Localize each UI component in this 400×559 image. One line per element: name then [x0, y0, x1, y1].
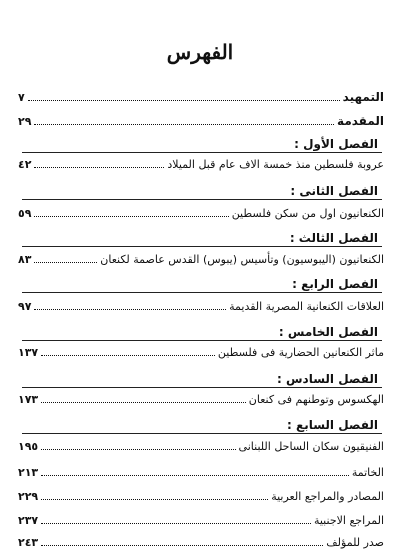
leader-dots	[41, 466, 349, 476]
toc-entry-introduction	[18, 90, 384, 105]
chapter-heading: الفصل الرابع :	[292, 277, 378, 291]
leader-dots	[41, 346, 215, 356]
toc-entry	[18, 393, 384, 407]
divider	[22, 433, 382, 434]
toc-entry-conclusion	[18, 466, 384, 480]
page-number: ١٣٧	[18, 346, 39, 359]
toc-entry	[18, 207, 384, 221]
toc-entry	[18, 440, 384, 454]
leader-dots	[41, 393, 246, 403]
leader-dots	[34, 253, 97, 263]
entry-label: عروبة فلسطين منذ خمسة الاف عام قبل الميلاد	[167, 158, 384, 171]
leader-dots	[28, 91, 340, 101]
leader-dots	[41, 440, 235, 450]
toc-entry	[18, 346, 384, 360]
chapter-heading: الفصل الخامس :	[278, 325, 378, 339]
divider	[22, 340, 382, 341]
divider	[22, 199, 382, 200]
toc-entry-arabic-sources	[18, 490, 384, 504]
divider	[22, 387, 382, 388]
entry-label: العلاقات الكنعانية المصرية القديمة	[229, 300, 384, 313]
page-number: ٢٢٩	[18, 490, 39, 503]
chapter-heading: الفصل السادس :	[277, 372, 378, 386]
entry-label: ماثر الكنعانين الحضارية فى فلسطين	[217, 346, 384, 359]
chapter-heading: الفصل السابع :	[287, 418, 378, 432]
entry-label: التمهيد	[342, 90, 384, 104]
chapter-heading: الفصل الأول :	[294, 137, 378, 151]
divider	[22, 292, 382, 293]
entry-label: الكنعانيون (اليبوسيون) وتأسيس (يبوس) القدس عاصمة لكنعان	[100, 253, 384, 266]
toc-entry	[18, 253, 384, 267]
entry-label: المراجع الاجنبية	[313, 514, 384, 527]
toc-title: الفهرس	[166, 40, 234, 64]
leader-dots	[34, 158, 164, 168]
entry-label: صدر للمؤلف	[326, 536, 384, 549]
page-number: ٢٣٧	[18, 514, 39, 527]
page-number: ٨٣	[18, 253, 32, 266]
leader-dots	[41, 536, 323, 546]
leader-dots	[34, 300, 226, 310]
leader-dots	[34, 115, 334, 125]
chapter-heading: الفصل الثالث :	[289, 231, 378, 245]
entry-label: الكنعانيون اول من سكن فلسطين	[231, 207, 384, 220]
divider	[22, 246, 382, 247]
page-number: ٤٢	[18, 158, 32, 171]
toc-entry-preface	[18, 114, 384, 129]
entry-label: الخاتمة	[351, 466, 384, 479]
entry-label: الفنيقيون سكان الساحل اللبنانى	[238, 440, 384, 453]
chapter-heading: الفصل الثانى :	[290, 184, 378, 198]
toc-entry	[18, 158, 384, 172]
leader-dots	[41, 490, 268, 500]
entry-label: المقدمة	[337, 114, 384, 128]
page-number: ١٩٥	[18, 440, 39, 453]
page-number: ٢١٣	[18, 466, 39, 479]
entry-label: الهكسوس وتوطنهم فى كنعان	[248, 393, 384, 406]
entry-label: المصادر والمراجع العربية	[271, 490, 384, 503]
page-number: ٢٤٣	[18, 536, 39, 549]
toc-entry	[18, 300, 384, 314]
page-number: ٧	[18, 91, 25, 104]
toc-entry-foreign-references	[18, 514, 384, 528]
toc-entry-author-works	[18, 536, 384, 550]
leader-dots	[41, 514, 311, 524]
page-number: ٥٩	[18, 207, 32, 220]
page-number: ١٧٣	[18, 393, 39, 406]
divider	[22, 152, 382, 153]
page-number: ٢٩	[18, 115, 32, 128]
leader-dots	[34, 207, 228, 217]
page-number: ٩٧	[18, 300, 32, 313]
